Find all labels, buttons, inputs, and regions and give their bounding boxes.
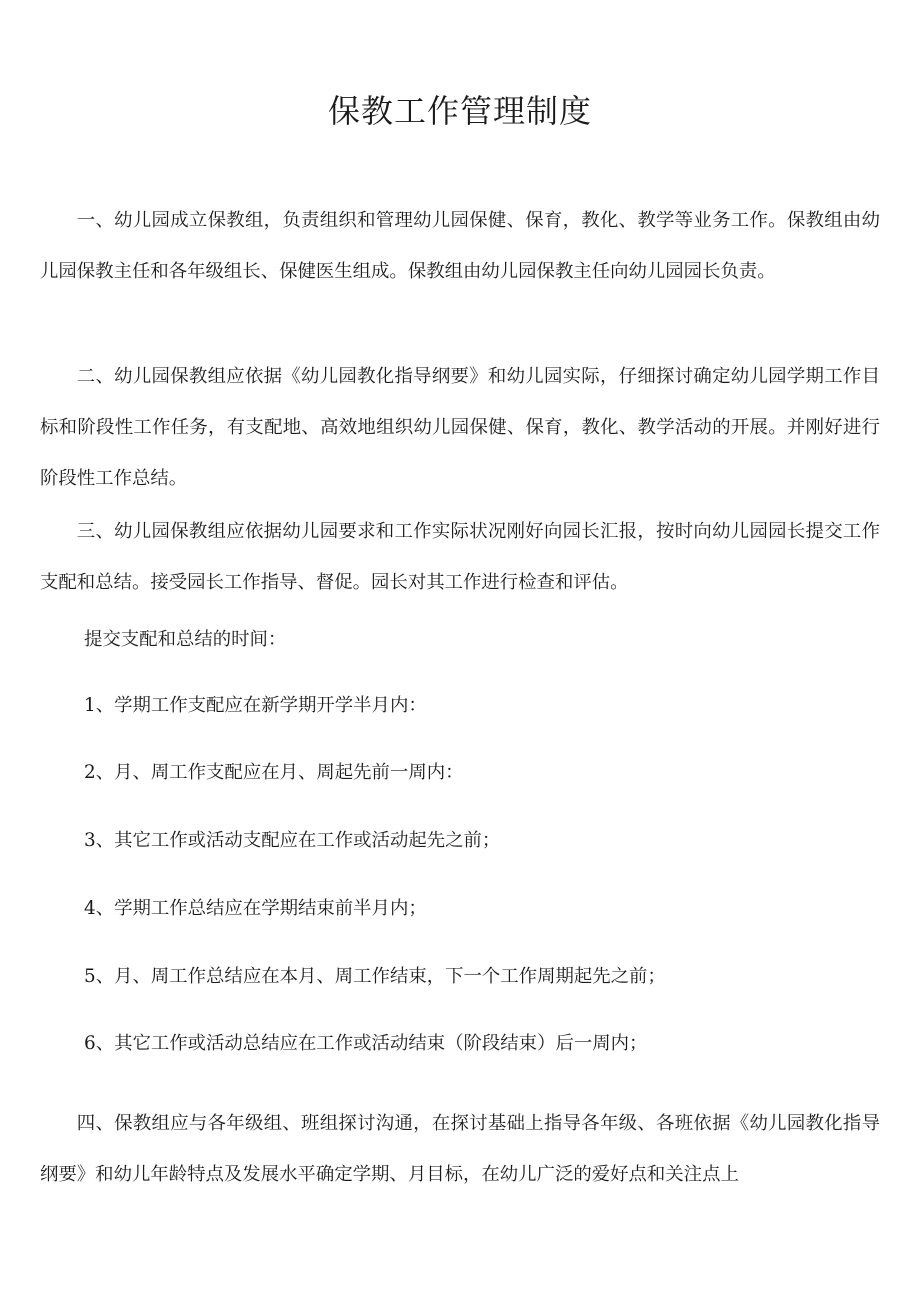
schedule-item-3: 3、其它工作或活动支配应在工作或活动起先之前；: [84, 830, 501, 851]
schedule-item-4: 4、学期工作总结应在学期结束前半月内；: [84, 898, 427, 919]
schedule-item-6: 6、其它工作或活动总结应在工作或活动结束（阶段结束）后一周内；: [84, 1033, 648, 1054]
schedule-item-5: 5、月、周工作总结应在本月、周工作结束，下一个工作周期起先之前；: [84, 966, 666, 987]
document-title: 保教工作管理制度: [327, 92, 592, 130]
paragraph-3: 三、幼儿园保教组应依据幼儿园要求和工作实际状况刚好向园长汇报，按时向幼儿园园长提交工作支配和总结。接受园长工作指导、督促。园长对其工作进行检查和评估。: [40, 521, 880, 593]
paragraph-4: 四、保教组应与各年级组、班组探讨沟通，在探讨基础上指导各年级、各班依据《幼儿园教化指导纲要》和幼儿年龄特点及发展水平确定学期、月目标，在幼儿广泛的爱好点和关注点上: [40, 1113, 880, 1185]
paragraph-1: 一、幼儿园成立保教组，负责组织和管理幼儿园保健、保育，教化、教学等业务工作。保教组由幼儿园保教主任和各年级组长、保健医生组成。保教组由幼儿园保教主任向幼儿园园长负责。: [40, 210, 880, 282]
schedule-item-2: 2、月、周工作支配应在月、周起先前一周内：: [84, 762, 464, 783]
schedule-item-1: 1、学期工作支配应在新学期开学半月内：: [84, 695, 427, 716]
paragraph-2: 二、幼儿园保教组应依据《幼儿园教化指导纲要》和幼儿园实际，仔细探讨确定幼儿园学期工作目标和阶段性工作任务，有支配地、高效地组织幼儿园保健、保育，教化、教学活动的开展。并刚好进行阶段性工作总结。: [40, 366, 880, 489]
schedule-heading: 提交支配和总结的时间：: [84, 629, 287, 650]
